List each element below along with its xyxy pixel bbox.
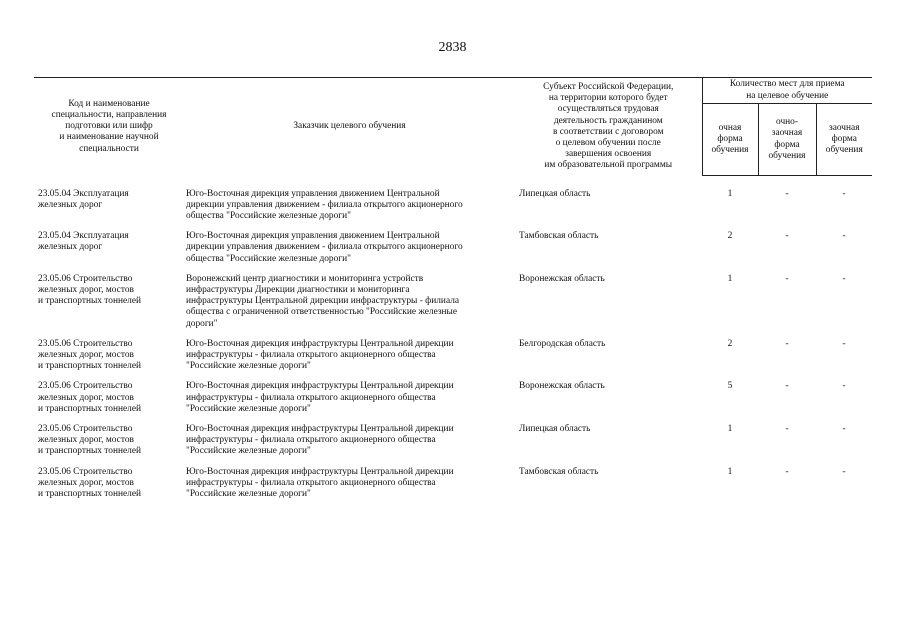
row-part-time: - xyxy=(785,381,789,392)
row-subject: Липецкая область xyxy=(519,423,591,434)
row-correspondence: - xyxy=(842,423,846,434)
row-part-time: - xyxy=(785,273,789,284)
row-correspondence: - xyxy=(842,381,846,392)
row-customer: Юго-Восточная дирекция инфраструктуры Центральной дирекции инфраструктуры - филиала открытого акционерного общества "Российские железные дороги" xyxy=(186,338,454,372)
table-row xyxy=(34,339,872,382)
row-subject: Липецкая область xyxy=(519,188,591,199)
row-full-time: 1 xyxy=(727,466,733,477)
row-correspondence: - xyxy=(842,273,846,284)
row-customer: Воронежский центр диагностики и мониторинга устройств инфраструктуры Дирекции диагностики и мониторинга инфраструктуры Центральной дирекции инфраструктуры - филиала общества с ограниченной ответственностью "Российские железные дороги" xyxy=(186,273,460,329)
page-number: 2838 xyxy=(438,40,467,55)
header-full-time: очная форма обучения xyxy=(702,104,758,176)
row-part-time: - xyxy=(785,338,789,349)
row-full-time: 1 xyxy=(727,189,733,199)
row-code: 23.05.06 Строительство железных дорог, мостов и транспортных тоннелей xyxy=(38,273,142,307)
table-body xyxy=(34,176,872,510)
header-part-time: очно- заочная форма обучения xyxy=(758,104,816,176)
row-part-time: - xyxy=(785,189,789,199)
row-part-time: - xyxy=(785,423,789,434)
row-full-time: 1 xyxy=(727,273,733,284)
target-training-table-container xyxy=(34,77,872,509)
target-training-table xyxy=(34,77,872,509)
table-row xyxy=(34,176,872,232)
row-correspondence: - xyxy=(842,231,846,242)
row-subject: Тамбовская область xyxy=(519,231,599,242)
header-customer: Заказчик целевого обучения xyxy=(184,78,515,176)
row-correspondence: - xyxy=(842,189,846,199)
row-subject: Тамбовская область xyxy=(519,466,599,477)
header-places-group: Количество мест для приема на целевое обучение xyxy=(702,78,872,104)
table-row xyxy=(34,424,872,467)
row-customer: Юго-Восточная дирекция управления движением Центральной дирекции управления движением - филиала открытого акционерного общества "Российские железные дороги" xyxy=(186,188,463,221)
row-code: 23.05.04 Эксплуатация железных дорог xyxy=(38,231,129,253)
table-row xyxy=(34,231,872,274)
row-full-time: 5 xyxy=(727,381,733,392)
row-customer: Юго-Восточная дирекция инфраструктуры Центральной дирекции инфраструктуры - филиала открытого акционерного общества "Российские железные дороги" xyxy=(186,381,454,414)
row-subject: Воронежская область xyxy=(519,381,605,392)
table-row xyxy=(34,381,872,424)
table-header xyxy=(34,78,872,176)
row-part-time: - xyxy=(785,231,789,242)
header-correspondence: заочная форма обучения xyxy=(816,104,872,176)
row-subject: Воронежская область xyxy=(519,273,605,284)
row-code: 23.05.04 Эксплуатация железных дорог xyxy=(38,188,129,210)
row-customer: Юго-Восточная дирекция инфраструктуры Центральной дирекции инфраструктуры - филиала открытого акционерного общества "Российские железные дороги" xyxy=(186,423,454,457)
row-full-time: 1 xyxy=(727,423,733,434)
header-subject: Субъект Российской Федерации, на территории которого будет осуществляться трудовая деятельность гражданином в соответствии с договором о целевом обучении после завершения освоения им образовательной программы xyxy=(515,78,702,176)
row-full-time: 2 xyxy=(727,338,733,349)
row-customer: Юго-Восточная дирекция управления движением Центральной дирекции управления движением - филиала открытого акционерного общества "Российские железные дороги" xyxy=(186,231,463,264)
row-correspondence: - xyxy=(842,338,846,349)
table-row xyxy=(34,274,872,339)
row-code: 23.05.06 Строительство железных дорог, мостов и транспортных тоннелей xyxy=(38,466,142,499)
row-part-time: - xyxy=(785,466,789,477)
row-full-time: 2 xyxy=(727,231,733,242)
table-row xyxy=(34,467,872,510)
row-subject: Белгородская область xyxy=(519,338,606,349)
row-code: 23.05.06 Строительство железных дорог, мостов и транспортных тоннелей xyxy=(38,338,142,372)
row-customer: Юго-Восточная дирекция инфраструктуры Центральной дирекции инфраструктуры - филиала открытого акционерного общества "Российские железные дороги" xyxy=(186,466,454,499)
row-code: 23.05.06 Строительство железных дорог, мостов и транспортных тоннелей xyxy=(38,423,142,457)
row-code: 23.05.06 Строительство железных дорог, мостов и транспортных тоннелей xyxy=(38,381,142,414)
row-correspondence: - xyxy=(842,466,846,477)
header-code: Код и наименование специальности, направления подготовки или шифр и наименование научной специальности xyxy=(34,78,184,176)
